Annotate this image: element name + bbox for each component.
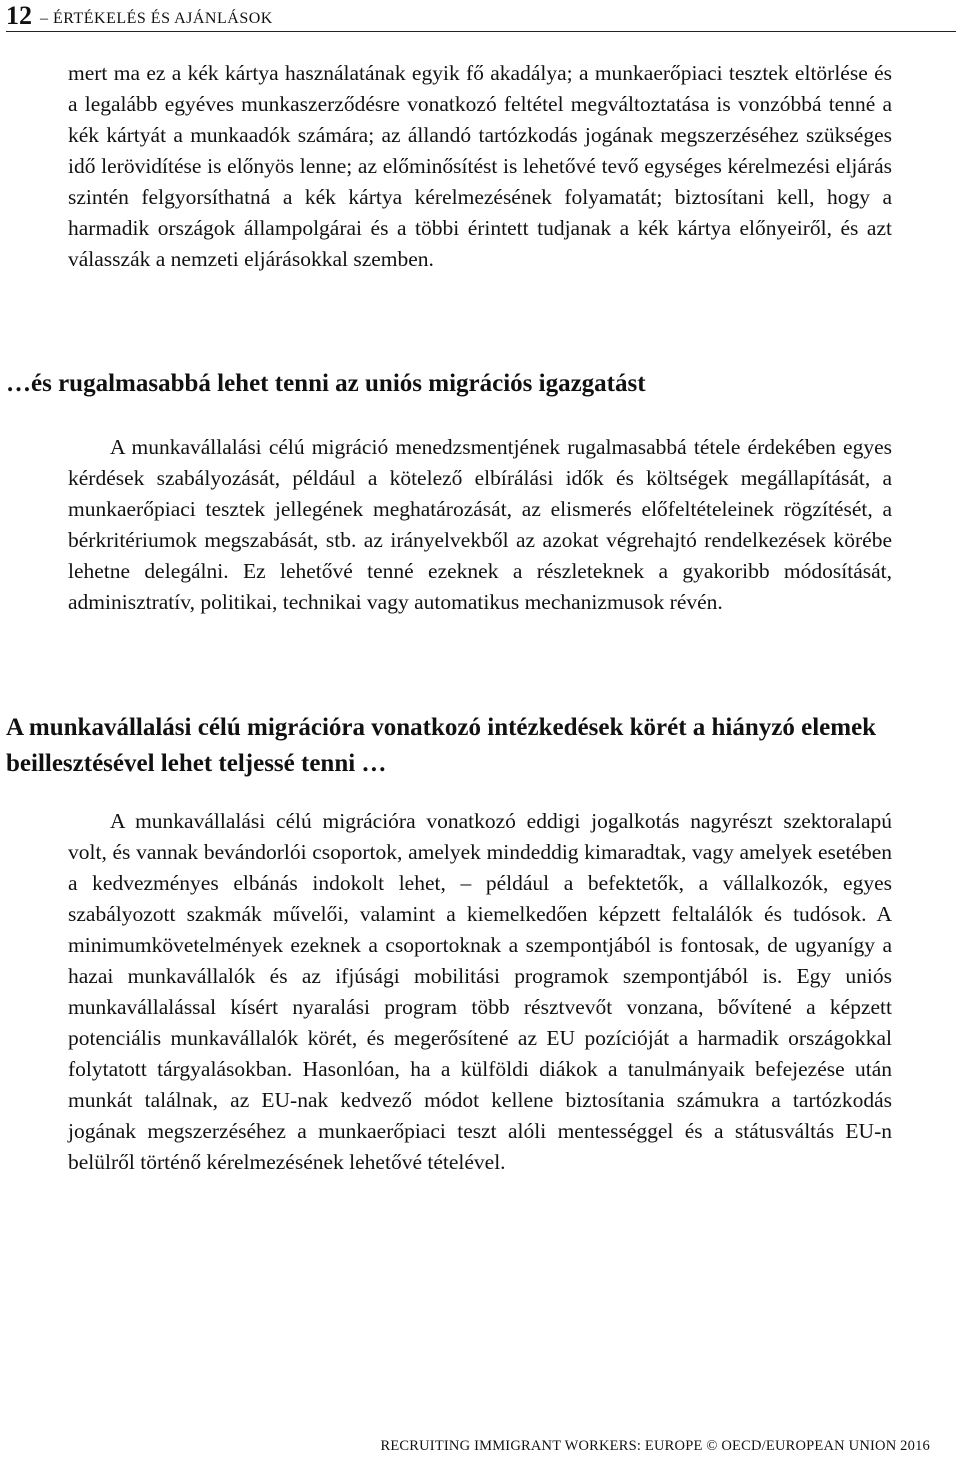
paragraph-flexible-management: A munkavállalási célú migráció menedzsmentjének rugalmasabbá tétele érdekében egyes kérdések szabályozását, például a kötelező elbírálási idők és költségek megállapítását, a munkaerőpiaci tesztek jellegének meghatározását, az elismerés előfeltételeinek rögzítését, a bérkritériumok megszabását, stb. az irányelvekből az azokat végrehajtó rendelkezések körébe lehetne delegálni. Ez lehetővé tenné ezeknek a részleteknek a gyakoribb módosítását, adminisztratív, politikai, technikai vagy automatikus mechanizmusok révén.	[68, 435, 892, 614]
paragraph-intro: mert ma ez a kék kártya használatának egyik fő akadálya; a munkaerőpiaci tesztek eltörlése és a legalább egyéves munkaszerződésre vonatkozó feltétel megváltoztatása is vonzóbbá tenné a kék kártyát a munkaadók számára; az állandó tartózkodás jogának megszerzéséhez szükséges idő lerövidítése is előnyös lenne; az előminősítést is lehetővé tevő egységes kérelmezési eljárás szintén felgyorsíthatná a kék kártya kérelmezésének folyamatát; biztosítani kell, hogy a harmadik országok állampolgárai és a többi érintett tudjanak a kék kártya előnyeiről, és azt válasszák a nemzeti eljárásokkal szemben.	[68, 61, 892, 271]
page-number: 12	[6, 1, 32, 30]
section-heading-missing-elements: A munkavállalási célú migrációra vonatkozó intézkedések körét a hiányzó elemek beillesztésével lehet teljessé tenni …	[6, 714, 877, 777]
running-title: – ÉRTÉKELÉS ÉS AJÁNLÁSOK	[40, 10, 273, 27]
section-heading-flexible-management: …és rugalmasabbá lehet tenni az uniós migrációs igazgatást	[6, 370, 646, 397]
paragraph-missing-elements: A munkavállalási célú migrációra vonatkozó eddigi jogalkotás nagyrészt szektoralapú volt, és vannak bevándorlói csoportok, amelyek mindeddig kimaradtak, vagy amelyek esetében a kedvezményes elbánás indokolt lehet, – például a befektetők, a vállalkozók, egyes szabályozott szakmák művelői, valamint a kiemelkedően képzett feltalálók és tudósok. A minimumkövetelmények ezeknek a csoportoknak a szempontjából is fontosak, de ugyanígy a hazai munkavállalók és az ifjúsági mobilitási programok szempontjából is. Egy uniós munkavállalással kísért nyaralási program több résztvevőt vonzana, bővítené a képzett potenciális munkavállalók körét, és megerősítené az EU pozícióját a harmadik országokkal folytatott tárgyalásokban. Hasonlóan, ha a külföldi diákok a tanulmányaik befejezése után munkát találnak, az EU-nak kedvező módot kellene biztosítania számukra a tartózkodás jogának megszerzéséhez a munkaerőpiaci teszt alóli mentességgel és a státusváltás EU-n belülről történő kérelmezésének lehetővé tételével.	[68, 809, 892, 1174]
page-footer: RECRUITING IMMIGRANT WORKERS: EUROPE © OECD/EUROPEAN UNION 2016	[380, 1438, 930, 1454]
page-header	[6, 1, 956, 32]
